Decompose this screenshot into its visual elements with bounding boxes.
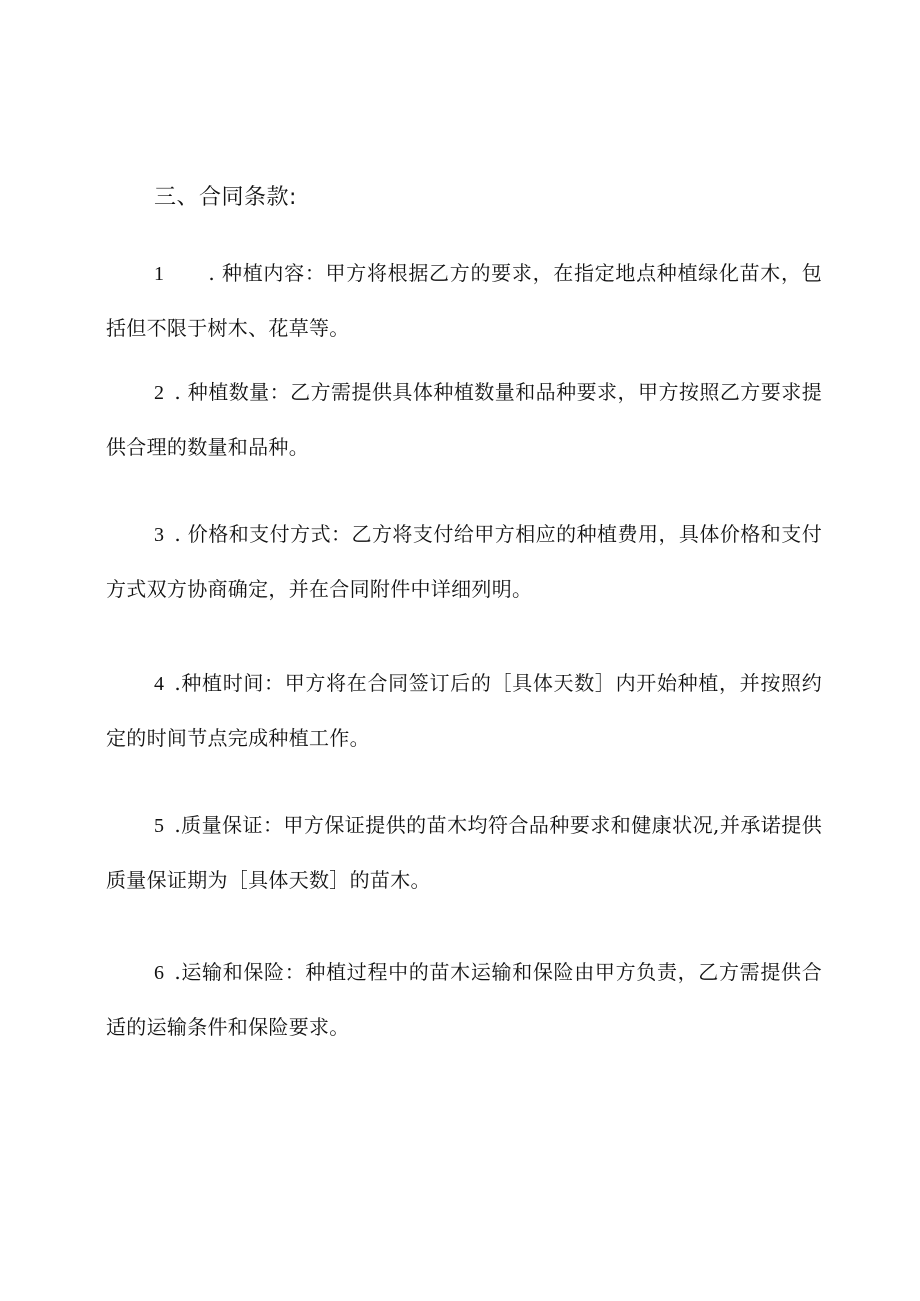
clause-text: . 种植数量：乙方需提供具体种植数量和品种要求，甲方按照乙方要求提供合理的数量和品种。	[106, 380, 822, 459]
clause-number: 6	[154, 962, 165, 984]
clause-text: .运输和保险：种植过程中的苗木运输和保险由甲方负责，乙方需提供合适的运输条件和保险要求。	[106, 960, 822, 1039]
clause-number: 3	[154, 524, 165, 546]
clause-2	[106, 365, 822, 474]
clause-3	[106, 507, 822, 616]
clause-6	[106, 945, 822, 1054]
section-heading: 三、合同条款:	[154, 185, 297, 210]
clause-number: 5	[154, 815, 165, 837]
clause-number: 2	[154, 382, 165, 404]
clause-number: 4	[154, 673, 165, 695]
clause-1	[106, 246, 822, 355]
clause-5	[106, 798, 822, 907]
clause-text: . 价格和支付方式：乙方将支付给甲方相应的种植费用，具体价格和支付方式双方协商确定，并在合同附件中详细列明。	[106, 522, 822, 601]
clause-number: 1	[154, 263, 165, 285]
clause-text: .质量保证：甲方保证提供的苗木均符合品种要求和健康状况,并承诺提供质量保证期为［具体天数］的苗木。	[106, 813, 822, 892]
clause-text: .种植时间：甲方将在合同签订后的［具体天数］内开始种植，并按照约定的时间节点完成种植工作。	[106, 671, 822, 750]
clause-4	[106, 656, 822, 765]
clause-text: . 种植内容：甲方将根据乙方的要求，在指定地点种植绿化苗木，包括但不限于树木、花草等。	[106, 261, 822, 340]
